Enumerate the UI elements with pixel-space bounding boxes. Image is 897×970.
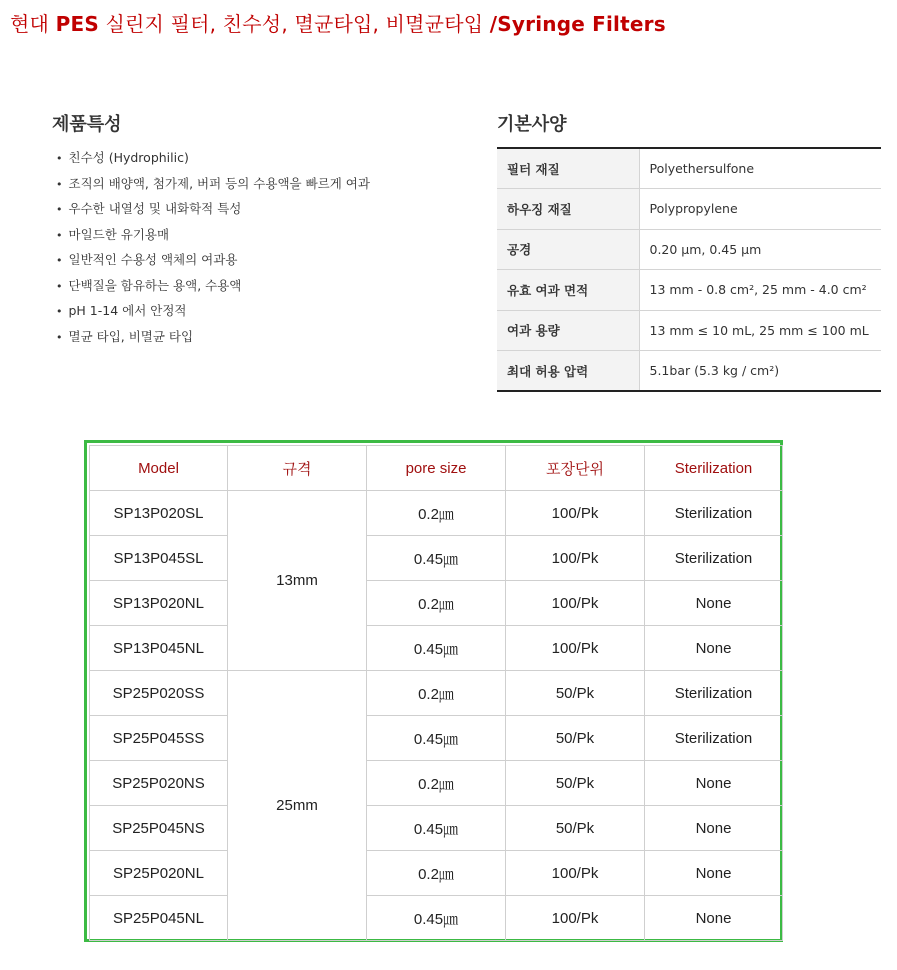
spec-value: Polypropylene [639,189,881,230]
feature-item: • 단백질을 함유하는 용액, 수용액 [56,276,370,302]
feature-item: • pH 1-14 에서 안정적 [56,301,370,327]
spec-key: 유효 여과 면적 [497,270,639,311]
feature-item: • 조직의 배양액, 첨가제, 버퍼 등의 수용액을 빠르게 여과 [56,174,370,200]
pore-size-cell: 0.45㎛ [367,716,506,761]
model-cell: SP25P045SS [90,716,228,761]
pack-unit-cell: 50/Pk [506,806,645,851]
model-cell: SP25P045NS [90,806,228,851]
feature-item: • 마일드한 유기용매 [56,225,370,251]
sterilization-cell: Sterilization [645,536,783,581]
spec-key: 공경 [497,229,639,270]
page-title [10,8,666,37]
spec-key: 최대 허용 압력 [497,351,639,392]
spec-value: 13 mm ≤ 10 mL, 25 mm ≤ 100 mL [639,310,881,351]
spec-row [497,148,881,189]
pack-unit-cell: 50/Pk [506,716,645,761]
model-cell: SP25P020SS [90,671,228,716]
model-cell: SP13P045NL [90,626,228,671]
title-middle: 실린지 필터, 친수성, 멸균타입, 비멸균타입 [98,12,490,36]
pack-unit-cell: 100/Pk [506,536,645,581]
sterilization-cell: None [645,761,783,806]
title-prefix: 현대 [10,12,56,36]
spec-table [497,147,881,392]
pore-size-cell: 0.45㎛ [367,536,506,581]
pore-size-cell: 0.2㎛ [367,851,506,896]
model-column-header: 포장단위 [506,446,645,491]
features-heading: 제품특성 [52,114,122,135]
table-row [90,581,783,626]
spec-row [497,270,881,311]
model-cell: SP25P020NS [90,761,228,806]
pack-unit-cell: 50/Pk [506,761,645,806]
spec-value: Polyethersulfone [639,148,881,189]
size-cell: 25mm [228,671,367,941]
pore-size-cell: 0.2㎛ [367,761,506,806]
feature-item: • 멸균 타입, 비멸균 타입 [56,327,370,353]
pack-unit-cell: 100/Pk [506,581,645,626]
size-cell: 13mm [228,491,367,671]
spec-row [497,351,881,392]
model-column-header: Model [90,446,228,491]
sterilization-cell: None [645,806,783,851]
pack-unit-cell: 100/Pk [506,851,645,896]
spec-key: 여과 용량 [497,310,639,351]
model-table [89,445,783,941]
pore-size-cell: 0.45㎛ [367,626,506,671]
model-cell: SP25P020NL [90,851,228,896]
pore-size-cell: 0.2㎛ [367,491,506,536]
feature-item: • 일반적인 수용성 액체의 여과용 [56,250,370,276]
spec-value: 0.20 μm, 0.45 μm [639,229,881,270]
table-row [90,671,783,716]
feature-item: • 친수성 (Hydrophilic) [56,148,370,174]
sterilization-cell: Sterilization [645,671,783,716]
sterilization-cell: None [645,896,783,941]
model-table-frame [84,440,783,942]
pore-size-cell: 0.2㎛ [367,671,506,716]
sterilization-cell: None [645,626,783,671]
table-row [90,806,783,851]
model-table-header-row [90,446,783,491]
model-cell: SP13P020SL [90,491,228,536]
sterilization-cell: None [645,851,783,896]
table-row [90,761,783,806]
model-column-header: pore size [367,446,506,491]
title-suffix: /Syringe Filters [489,12,666,36]
spec-value: 13 mm - 0.8 cm², 25 mm - 4.0 cm² [639,270,881,311]
table-row [90,536,783,581]
feature-item: • 우수한 내열성 및 내화학적 특성 [56,199,370,225]
sterilization-cell: None [645,581,783,626]
feature-list [56,148,370,352]
spec-row [497,310,881,351]
pore-size-cell: 0.2㎛ [367,581,506,626]
spec-value: 5.1bar (5.3 kg / cm²) [649,363,780,378]
model-cell: SP13P020NL [90,581,228,626]
spec-key: 하우징 재질 [497,189,639,230]
model-cell: SP25P045NL [90,896,228,941]
table-row [90,716,783,761]
table-row [90,851,783,896]
title-brand: PES [55,12,99,36]
spec-row [497,229,881,270]
pack-unit-cell: 100/Pk [506,896,645,941]
sterilization-cell: Sterilization [645,716,783,761]
table-row [90,896,783,941]
pore-size-cell: 0.45㎛ [367,896,506,941]
pack-unit-cell: 50/Pk [506,671,645,716]
spec-row [497,189,881,230]
model-column-header: Sterilization [645,446,783,491]
table-row [90,491,783,536]
model-column-header: 규격 [228,446,367,491]
model-cell: SP13P045SL [90,536,228,581]
table-row [90,626,783,671]
pack-unit-cell: 100/Pk [506,491,645,536]
spec-key: 필터 재질 [497,148,639,189]
pore-size-cell: 0.45㎛ [367,806,506,851]
sterilization-cell: Sterilization [645,491,783,536]
pack-unit-cell: 100/Pk [506,626,645,671]
specs-heading: 기본사양 [497,114,567,135]
